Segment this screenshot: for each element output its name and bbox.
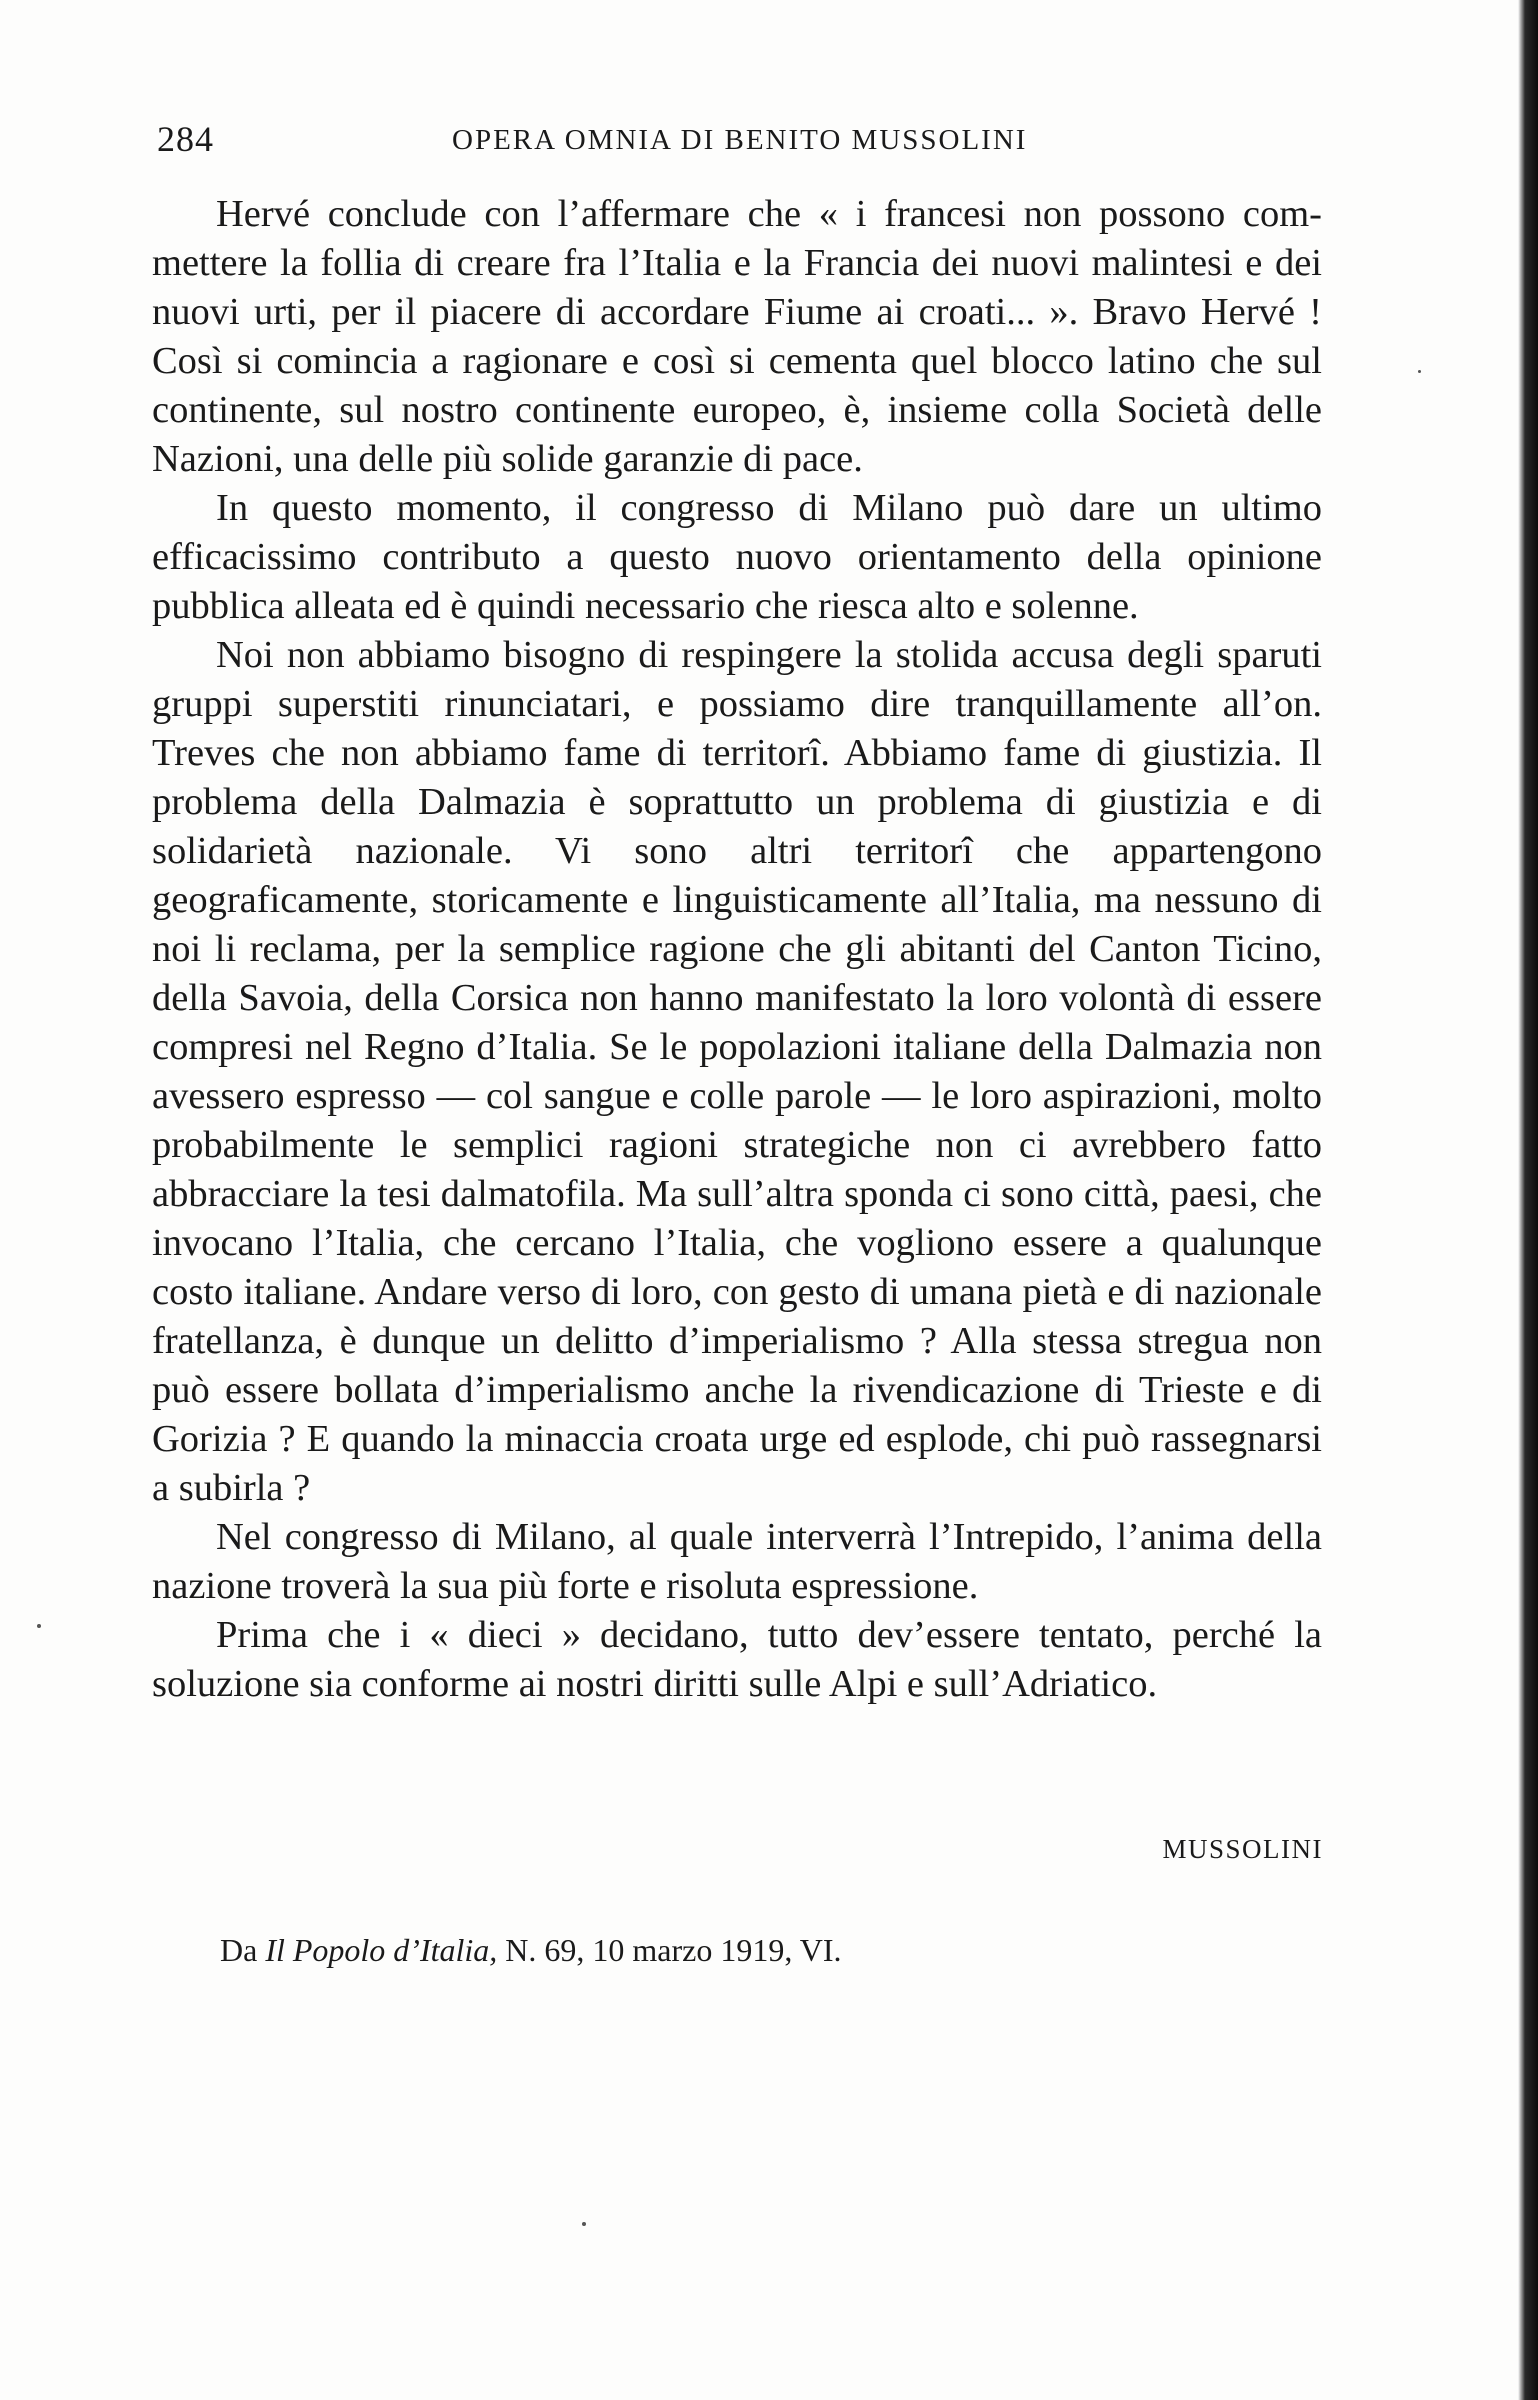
- source-citation: [220, 1932, 842, 1969]
- source-details: N. 69, 10 marzo 1919, VI.: [497, 1932, 842, 1968]
- page-number: 284: [157, 119, 214, 159]
- scan-speck: [37, 1624, 41, 1628]
- scan-speck: [1418, 370, 1421, 373]
- author-signature: MUSSOLINI: [1162, 1834, 1323, 1864]
- running-title: OPERA OMNIA DI BENITO MUSSOLINI: [452, 124, 1028, 156]
- paragraph: Prima che i « dieci » decidano, tutto dev’essere tentato, perché la soluzione sia conforme ai nostri diritti sulle Alpi e sull’Adriatico.: [152, 1614, 1322, 1705]
- paragraph: Noi non abbiamo bisogno di respingere la stolida accusa degli sparuti gruppi superstiti rinunciatari, e possiamo dire tranquillamente all’on. Treves che non abbiamo fame di territorî. Abbiamo fame di giustizia. Il problema della Dalmazia è soprattutto un problema di giustizia e di solidarietà nazionale. Vi sono altri territorî che appartengono geograficamente, storicamente e linguisticamente all’Italia, ma nessuno di noi li reclama, per la semplice ragione che gli abitanti del Canton Ticino, della Savoia, della Corsica non hanno manifestato la loro volontà di essere compresi nel Regno d’Italia. Se le popolazioni italiane della Dalmazia non avessero espresso — col sangue e colle parole — le loro aspirazioni, molto probabilmente le semplici ragioni strategiche non ci avrebbero fatto abbracciare la tesi dalmatofila. Ma sull’altra sponda ci sono città, paesi, che invocano l’Italia, che cercano l’Italia, che vogliono essere a qualunque costo italiane. Andare verso di loro, con gesto di umana pietà e di nazionale fratellanza, è dunque un delitto d’imperialismo ? Alla stessa stregua non può essere bollata d’imperialismo anche la rivendicazione di Trieste e di Gorizia ? E quando la minaccia croata urge ed esplode, chi può rassegnarsi a subirla ?: [152, 634, 1322, 1509]
- page-header: [157, 118, 1322, 168]
- source-prefix: Da: [220, 1932, 266, 1968]
- paragraph: In questo momento, il congresso di Milano può dare un ultimo efficacissimo contributo a questo nuovo orientamento della opinione pubblica alleata ed è quindi necessario che riesca alto e solenne.: [152, 487, 1322, 627]
- scan-speck: [582, 2222, 586, 2226]
- source-publication: Il Popolo d’Italia,: [265, 1932, 498, 1968]
- paragraph: Nel congresso di Milano, al quale interverrà l’Intrepido, l’anima della nazione troverà la sua più forte e risoluta espressione.: [152, 1516, 1322, 1607]
- scan-edge-shadow: [1518, 0, 1538, 2400]
- article-body: [152, 190, 1322, 1709]
- paragraph: Hervé conclude con l’affermare che « i francesi non possono commettere la follia di creare fra l’Italia e la Francia dei nuovi malintesi e dei nuovi urti, per il piacere di accordare Fiume ai croati... ». Bravo Hervé ! Così si comincia a ragionare e così si cementa quel blocco latino che sul continente, sul nostro continente europeo, è, insieme colla Società delle Nazioni, una delle più solide garanzie di pace.: [152, 193, 1322, 480]
